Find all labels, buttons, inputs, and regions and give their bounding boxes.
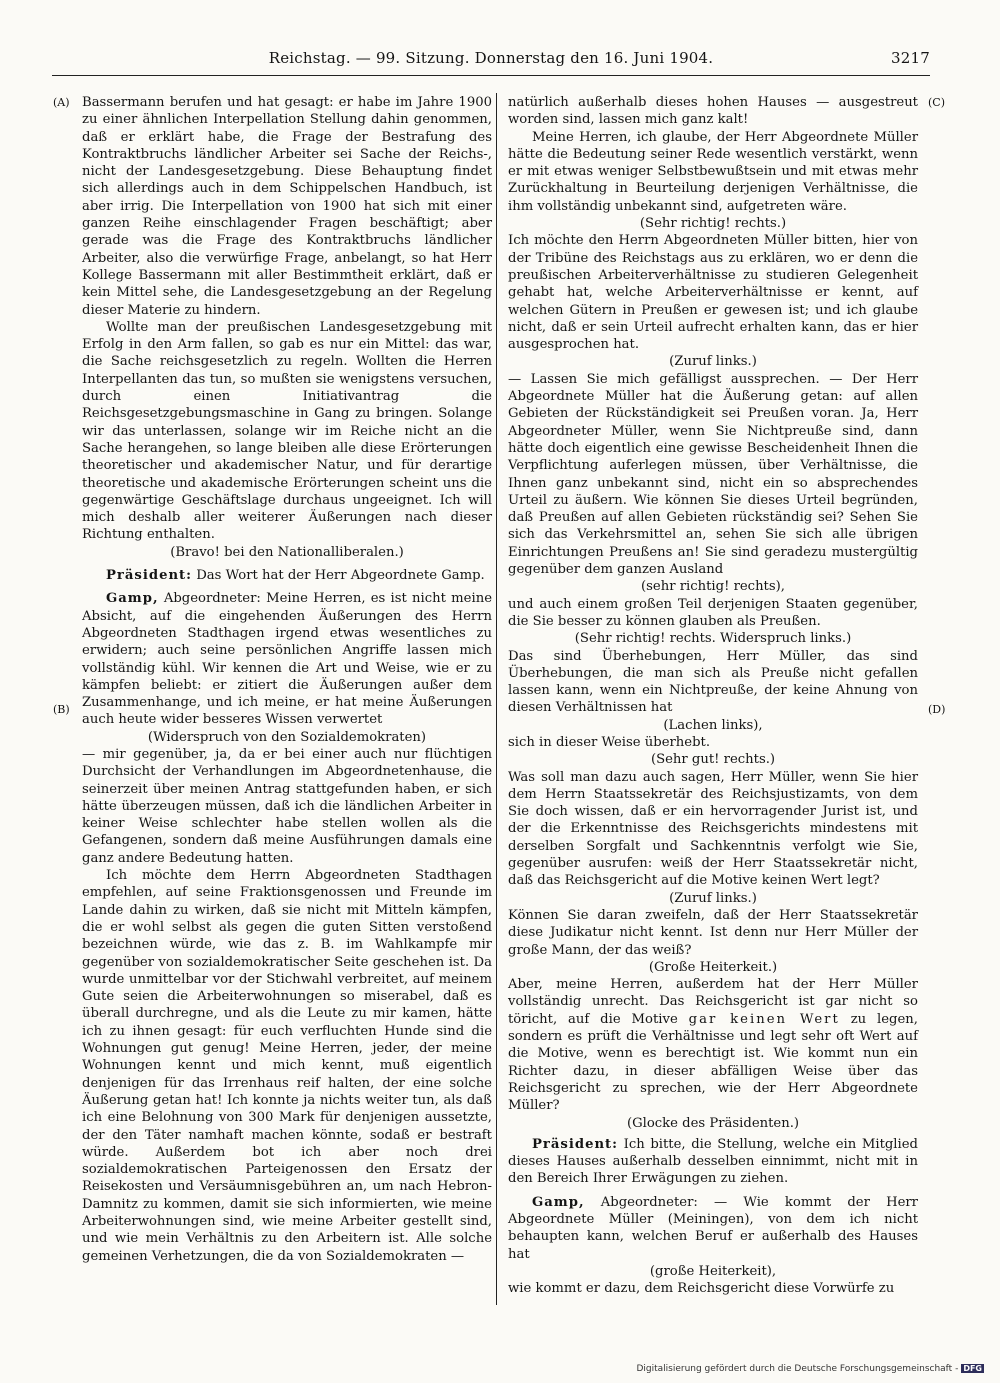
interjection: (sehr richtig! rechts), (641, 579, 785, 595)
paragraph (508, 976, 918, 1114)
paragraph: Das sind Überhebungen, Herr Müller, das sind Überhebungen, die man sich als Preuße nicht gefallen lassen kann, wenn ein Nichtpreuße, der keine Ahnung von diesen Verhältnissen hat (508, 648, 918, 716)
dfg-logo: DFG (963, 1364, 982, 1373)
footer-text: Digitalisierung gefördert durch die Deutsche Forschungsgemeinschaft - (636, 1364, 959, 1374)
paragraph: Können Sie daran zweifeln, daß der Herr Staatssekretär diese Judikatur nicht kennt. Ist denn nur Herr Müller der große Mann, der das weiß? (508, 907, 918, 958)
speaker-name: Präsident: (532, 1136, 619, 1152)
header-rule (52, 75, 930, 76)
interjection: (Glocke des Präsidenten.) (626, 1115, 800, 1131)
speaker-paragraph (82, 567, 492, 584)
interjection: (Bravo! bei den Nationalliberalen.) (170, 544, 404, 560)
right-column (508, 94, 918, 1297)
paragraph-text: Das Wort hat der Herr Abgeordnete Gamp. (196, 568, 485, 584)
interjection: (Sehr gut! rechts.) (650, 752, 776, 768)
paragraph-text: zu legen, sondern es prüft die Verhältnisse und legt sehr oft Wert auf die Motive, wenn es berechtigt ist. Wie kommt nun ein Richter dazu, in dieser abfälligen Weise über das Reichsgericht zu sprechen, wie der Herr Abgeordnete Müller? (508, 1011, 918, 1114)
interjection: (Widerspruch von den Sozialdemokraten) (147, 729, 427, 745)
margin-marker-b: (B) (53, 703, 70, 716)
paragraph: Was soll man dazu auch sagen, Herr Müller, wenn Sie hier dem Herrn Staatssekretär des Reichsjustizamts, von dem Sie doch wissen, daß er ein hervorragender Jurist ist, und der die Erkenntnisse des Reichsgerichts mindestens mit derselben Sorgfalt und Sachkenntnis verfolgt wie Sie, gegenüber ausrufen: weiß der Herr Staatssekretär nicht, daß das Reichsgericht auf die Motive keinen Wert legt? (508, 769, 918, 889)
margin-marker-c: (C) (928, 96, 945, 109)
speaker-name: Gamp, (532, 1194, 585, 1210)
paragraph: — mir gegenüber, ja, da er bei einer auch nur flüchtigen Durchsicht der Verhandlungen im Abgeordnetenhause, die seinerzeit über meinen Antrag stattgefunden haben, er sich hätte überzeugen müssen, daß ich die ländlichen Arbeiter in keiner Weise schlechter habe stellen wollen als die Gefangenen, sondern daß meine Ausführungen damals eine ganz andere Bedeutung hatten. (82, 746, 492, 866)
paragraph: Bassermann berufen und hat gesagt: er habe im Jahre 1900 zu einer ähnlichen Interpellation Stellung dahin genommen, daß er erklärt habe, die Frage der Bestrafung des Kontraktbruchs ländlicher Arbeiter sei Sache der Reichs-, nicht der Landesgesetzgebung. Diese Behauptung findet sich allerdings auch in dem Schippelschen Handbuch, ist aber irrig. Die Interpellation von 1900 hat sich mit einer ganzen Reihe einschlagender Fragen beschäftigt; aber gerade was die Frage des Kontraktbruchs ländlicher Arbeiter, also die verwürfige Frage, anbelangt, so hat Herr Kollege Bassermann mit aller Bestimmtheit erklärt, daß er kein Mittel sehe, die Landesgesetzgebung an der Regelung dieser Materie zu hindern. (82, 95, 492, 318)
margin-marker-d: (D) (928, 703, 946, 716)
paragraph-text: Abgeordneter: Meine Herren, es ist nicht meine Absicht, auf die eingehenden Äußerungen des Herrn Abgeordneten Stadthagen irgend etwas wesentliches zu erwidern; auch seine persönlichen Angriffe lassen mich vollständig kühl. Wir kennen die Art und Weise, wie er zu kämpfen beliebt: er zitiert die Äußerungen außer dem Zusammenhange, und ich meine, er hat meine Äußerungen auch heute wider besseres Wissen verwertet (82, 591, 492, 728)
paragraph: — Lassen Sie mich gefälligst aussprechen. — Der Herr Abgeordnete Müller hat die Äußerung getan: auf allen Gebieten der Rückständigkeit sei Preußen voran. Ja, Herr Abgeordneter Müller, wenn Sie Nichtpreuße sind, dann hätte doch eigentlich eine gewisse Bescheidenheit Ihnen die Verpflichtung auferlegen müssen, über Verhältnisse, die Ihnen ganz unbekannt sind, nicht ein so absprechendes Urteil zu äußern. Wie können Sie dieses Urteil begründen, daß Preußen auf allen Gebieten rückständig sei? Sehen Sie sich das Verkehrsmittel an, sehen Sie sich alle übrigen Einrichtungen Preußens an! Sie sind geradezu mustergültig gegenüber dem ganzen Ausland (508, 371, 918, 578)
paragraph: Ich möchte dem Herrn Abgeordneten Stadthagen empfehlen, auf seine Fraktionsgenossen und Freunde im Lande dahin zu wirken, daß sie nicht mit Mitteln kämpfen, die er wohl selbst als gegen die guten Sitten verstoßend bezeichnen würde, wie das z. B. im Wahlkampfe mir gegenüber von sozialdemokratischer Seite geschehen ist. Da wurde unmittelbar vor der Stichwahl verbreitet, auf meinem Gute seien die Arbeiterwohnungen so miserabel, daß es überall durchregne, und als die Leute zu mir kamen, hätte ich zu ihnen gesagt: für euch verfluchten Hunde sind die Wohnungen gut genug! Meine Herren, jeder, der meine Wohnungen kennt und mich kennt, muß eigentlich denjenigen für das Irrenhaus reif halten, der eine solche Äußerung getan hat! Ich konnte ja nichts weiter tun, als daß ich eine Belohnung von 300 Mark für denjenigen aussetzte, der den Täter namhaft machen könnte, sodaß er bestraft würde. Außerdem bot ich aber noch drei sozialdemokratischen Parteigenossen den Ersatz der Reisekosten und Versäumnisgebühren an, um nach Hebron-Damnitz zu kommen, damit sie sich informierten, wie meine Arbeiterwohnungen sind, wie meine Arbeiter gestellt sind, und wie mein Verhältnis zu den Arbeitern ist. Alle solche gemeinen Verhetzungen, die da von Sozialdemokraten — (82, 868, 492, 1264)
speaker-paragraph (508, 1194, 918, 1263)
interjection: (Zuruf links.) (669, 354, 757, 370)
page-number: 3217 (891, 49, 930, 67)
speaker-paragraph (508, 1136, 918, 1188)
paragraph: wie kommt er dazu, dem Reichsgericht diese Vorwürfe zu (508, 1281, 895, 1297)
left-column (82, 94, 492, 1265)
paragraph-text: Abgeordneter: — Wie kommt der Herr Abgeordnete Müller (Meiningen), von dem ich nicht behaupten kann, welchen Beruf er außerhalb des Hauses hat (508, 1194, 918, 1262)
speaker-name: Gamp, (106, 591, 159, 607)
paragraph: Meine Herren, ich glaube, der Herr Abgeordnete Müller hätte die Bedeutung seiner Rede wesentlich verstärkt, wenn er mit etwas weniger Selbstbewußtsein und mit etwas mehr Zurückhaltung in Beurteilung derjenigen Verhältnisse, die ihm vollständig unbekannt sind, aufgetreten wäre. (508, 129, 918, 214)
footer-credit (624, 1364, 984, 1378)
page-header (52, 49, 930, 73)
speaker-name: Präsident: (106, 568, 193, 584)
speaker-paragraph (82, 590, 492, 728)
column-divider (496, 93, 497, 1305)
emphasized-text: gar keinen Wert (688, 1011, 840, 1027)
paragraph: natürlich außerhalb dieses hohen Hauses — ausgestreut worden sind, lassen mich ganz kalt! (508, 95, 918, 128)
interjection: (Sehr richtig! rechts.) (639, 216, 787, 232)
paragraph-text: Aber, meine Herren, außerdem hat der Herr Müller vollständig unrecht. Das Reichsgericht ist gar nicht so töricht, auf die Motive (508, 977, 918, 1027)
paragraph-text: Ich bitte, die Stellung, welche ein Mitglied dieses Hauses außerhalb desselben einnimmt, nicht mit in den Bereich Ihrer Erwägungen zu ziehen. (508, 1136, 918, 1187)
paragraph: Ich möchte den Herrn Abgeordneten Müller bitten, hier von der Tribüne des Reichstags aus zu erklären, wo er denn die preußischen Arbeiterverhältnisse zu studieren Gelegenheit gehabt hat, welche Arbeiterverhältnisse er kennt, auf welchen Gütern in Preußen er gewesen ist; und ich glaube nicht, daß er sein Urteil aufrecht erhalten kann, das er hier ausgesprochen hat. (508, 233, 918, 353)
paragraph: sich in dieser Weise überhebt. (508, 734, 711, 750)
interjection: (Große Heiterkeit.) (648, 959, 778, 975)
margin-marker-a: (A) (53, 96, 70, 109)
interjection: (Lachen links), (663, 717, 763, 733)
header-title: Reichstag. — 99. Sitzung. Donnerstag den 16. Juni 1904. (268, 49, 714, 67)
paragraph: Wollte man der preußischen Landesgesetzgebung mit Erfolg in den Arm fallen, so gab es nur ein Mittel: das war, die Sache reichsgesetzlich zu regeln. Wollten die Herren Interpellanten das tun, so mußten sie wenigstens versuchen, durch einen Initiativantrag die Reichsgesetzgebungsmaschine in Gang zu bringen. Solange wir das unterlassen, solange wir im Reiche nicht an die Sache herangehen, so lange bleiben alle diese Erörterungen theoretischer und akademischer Natur, und für derartige theoretische und akademische Erörterungen scheint uns die gegenwärtige Geschäftslage durchaus ungeeignet. Ich will mich deshalb aller weiterer Äußerungen nach dieser Richtung enthalten. (82, 319, 492, 543)
interjection: (große Heiterkeit), (649, 1263, 777, 1279)
interjection: (Sehr richtig! rechts. Widerspruch links.) (574, 631, 852, 647)
paragraph: und auch einem großen Teil derjenigen Staaten gegenüber, die Sie besser zu können glauben als Preußen. (508, 596, 918, 629)
interjection: (Zuruf links.) (669, 890, 757, 906)
